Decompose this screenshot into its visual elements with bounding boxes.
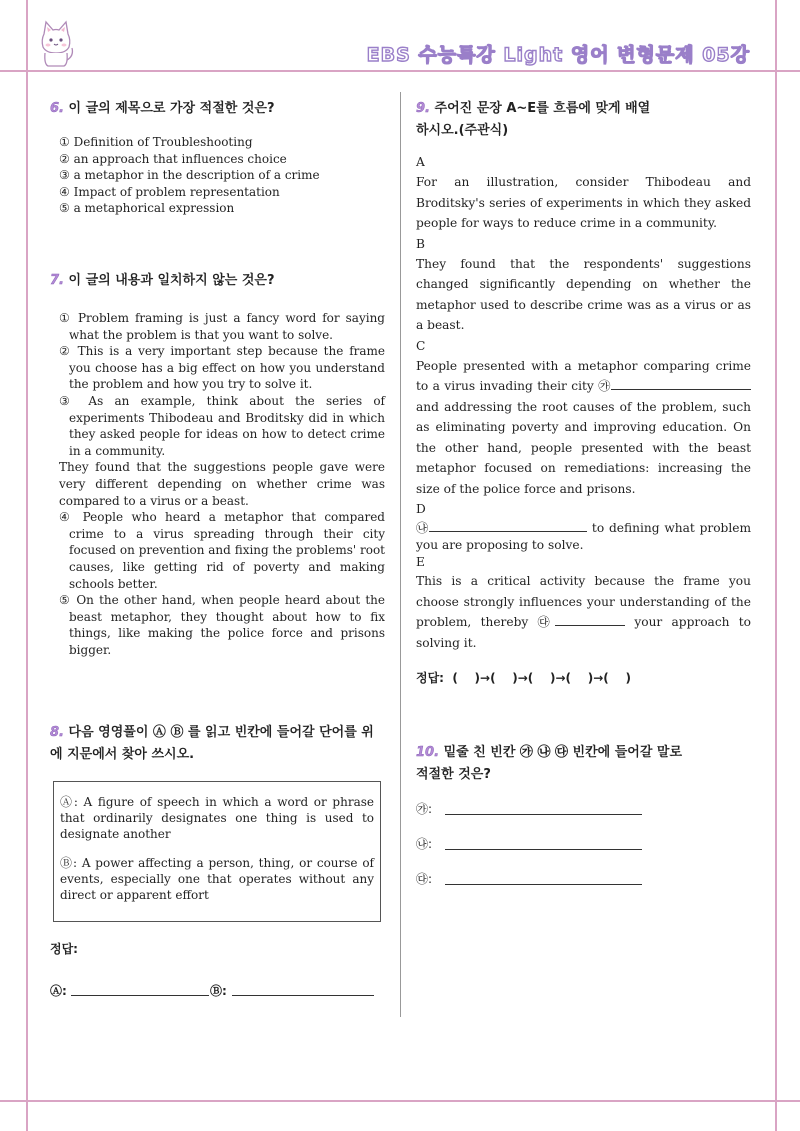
frame-left-line <box>26 0 28 1131</box>
q9-blank-da[interactable] <box>555 613 625 626</box>
q9-label-e: E <box>416 555 425 570</box>
q9-label-d: D <box>416 501 426 516</box>
q10-number: 10. <box>416 745 440 760</box>
q9-sentence-c-part1: People presented with a metaphor comparing crime to a virus invading their city ㉮ <box>416 359 751 394</box>
question-9 <box>416 98 751 686</box>
frame-bottom-line <box>0 1100 800 1102</box>
q7-option[interactable]: ④ People who heard a metaphor that compared crime to a virus spreading through their city focused on prevention and fixing the problems' root causes, like getting rid of poverty and making schools better. <box>59 510 385 591</box>
q9-sentences <box>416 152 751 653</box>
q9-title <box>416 98 751 142</box>
q6-title <box>50 98 385 120</box>
q9-blank-na[interactable] <box>429 519 587 532</box>
q8-question: 다음 영영풀이 Ⓐ Ⓑ 를 읽고 빈칸에 들어갈 단어를 위에 지문에서 찾아 쓰시오. <box>50 725 374 762</box>
q8-answer-b-label: Ⓑ: <box>210 984 227 998</box>
q9-number: 9. <box>416 101 430 116</box>
q8-title <box>50 722 385 766</box>
q10-label-na: ㉯: <box>416 837 433 851</box>
q9-sentence-d-marker: ㉯ <box>416 521 430 536</box>
q9-label-b: B <box>416 236 425 251</box>
q10-label-da: ㉰: <box>416 872 433 886</box>
q6-option[interactable]: ② an approach that influences choice <box>59 151 287 166</box>
q9-sentence-d-part2: to defining what problem you are proposing to solve. <box>416 521 752 553</box>
frame-right-line <box>775 0 777 1131</box>
q9-label-a: A <box>416 155 425 169</box>
header-title: EBS 수능특강 Light 영어 변형문제 05강 <box>366 44 750 66</box>
q8-definition-a: Ⓐ: A figure of speech in which a word or phrase that ordinarily designates one thing is used to designate another <box>60 795 374 841</box>
q10-answer-ga-field[interactable] <box>445 814 642 815</box>
q9-sentence-a: For an illustration, consider Thibodeau and Broditsky's series of experiments in which they asked people for ways to reduce crime in a community. <box>416 175 751 231</box>
q9-label-c: C <box>416 338 426 353</box>
q8-number: 8. <box>50 725 64 740</box>
q9-blank-ga[interactable] <box>611 377 751 390</box>
q6-question: 이 글의 제목으로 가장 적절한 것은? <box>68 101 275 116</box>
q6-option[interactable]: ① Definition of Troubleshooting <box>59 135 253 149</box>
q8-answer-a-label: Ⓐ: <box>50 984 67 998</box>
q10-question-line1: 밑줄 친 빈칸 ㉮ ㉯ ㉰ 빈칸에 들어갈 말로 <box>443 745 683 760</box>
q7-number: 7. <box>50 273 64 288</box>
q10-label-ga: ㉮: <box>416 802 433 816</box>
q9-sentence-e <box>416 571 751 653</box>
q7-option[interactable]: ① Problem framing is just a fancy word for saying what the problem is that you want to solve. <box>59 311 385 342</box>
frame-top-line <box>0 70 800 72</box>
q7-option-continuation: They found that the suggestions people gave were very different depending on whether crime was compared to a virus or a beast. <box>59 460 385 508</box>
q9-question-line1: 주어진 문장 A~E를 흐름에 맞게 배열 <box>434 101 651 116</box>
q8-definition-box <box>53 781 381 922</box>
column-divider <box>400 92 401 1017</box>
q8-answer-b-field[interactable] <box>232 995 374 996</box>
q9-sentence-c <box>416 356 751 499</box>
q9-sentence-d <box>416 519 751 554</box>
q8-answer-a-field[interactable] <box>71 995 209 996</box>
q6-number: 6. <box>50 101 64 116</box>
q10-question-line2: 적절한 것은? <box>416 767 491 782</box>
q9-sentence-c-part2: and addressing the root causes of the problem, such as eliminating poverty and improving education. On the other hand, people presented with the beast metaphor focused on remediations: increasing the size of the police force and prisons. <box>416 399 751 496</box>
question-6 <box>50 98 385 217</box>
q6-option[interactable]: ③ a metaphor in the description of a crime <box>59 168 320 183</box>
q7-option[interactable]: ③ As an example, think about the series of experiments Thibodeau and Broditsky did in which they asked people for ideas on how to detect crime in a community. <box>59 393 385 458</box>
question-10 <box>416 742 751 786</box>
q8-definition-b: Ⓑ: A power affecting a person, thing, or course of events, especially one that operates without any direct or apparent effort <box>60 856 374 902</box>
q10-title <box>416 742 751 786</box>
q10-answer-na-field[interactable] <box>445 849 642 850</box>
question-8 <box>50 722 385 766</box>
q7-question: 이 글의 내용과 일치하지 않는 것은? <box>68 273 275 288</box>
question-7 <box>50 270 385 658</box>
q7-option[interactable]: ⑤ On the other hand, when people heard about the beast metaphor, they thought about how to fix things, like making the police force and prisons bigger. <box>59 593 385 657</box>
q6-option[interactable]: ④ Impact of problem representation <box>59 184 280 199</box>
cat-icon <box>36 20 76 68</box>
q9-sentence-e-part1: This is a critical activity because the frame you choose strongly influences your understanding of the problem, thereby ㉰ <box>416 574 751 630</box>
q7-options <box>50 310 385 658</box>
q7-option[interactable]: ② This is a very important step because the frame you choose has a big effect on how you understand the problem and how you try to solve it. <box>59 344 385 392</box>
q7-title <box>50 270 385 292</box>
q9-sentence-b: They found that the respondents' suggestions changed significantly depending on whether the metaphor used to describe crime was as a virus or as a beast. <box>416 257 751 333</box>
q9-question-line2: 하시오.(주관식) <box>416 123 509 138</box>
q9-answer[interactable]: 정답: ( )→( )→( )→( )→( ) <box>416 670 631 685</box>
q9-sentence-e-part2: your approach to solving it. <box>416 615 751 650</box>
q6-option[interactable]: ⑤ a metaphorical expression <box>59 201 235 216</box>
q10-answer-da-field[interactable] <box>445 884 642 885</box>
q8-answer-label: 정답: <box>50 942 78 956</box>
q6-options <box>50 134 385 217</box>
